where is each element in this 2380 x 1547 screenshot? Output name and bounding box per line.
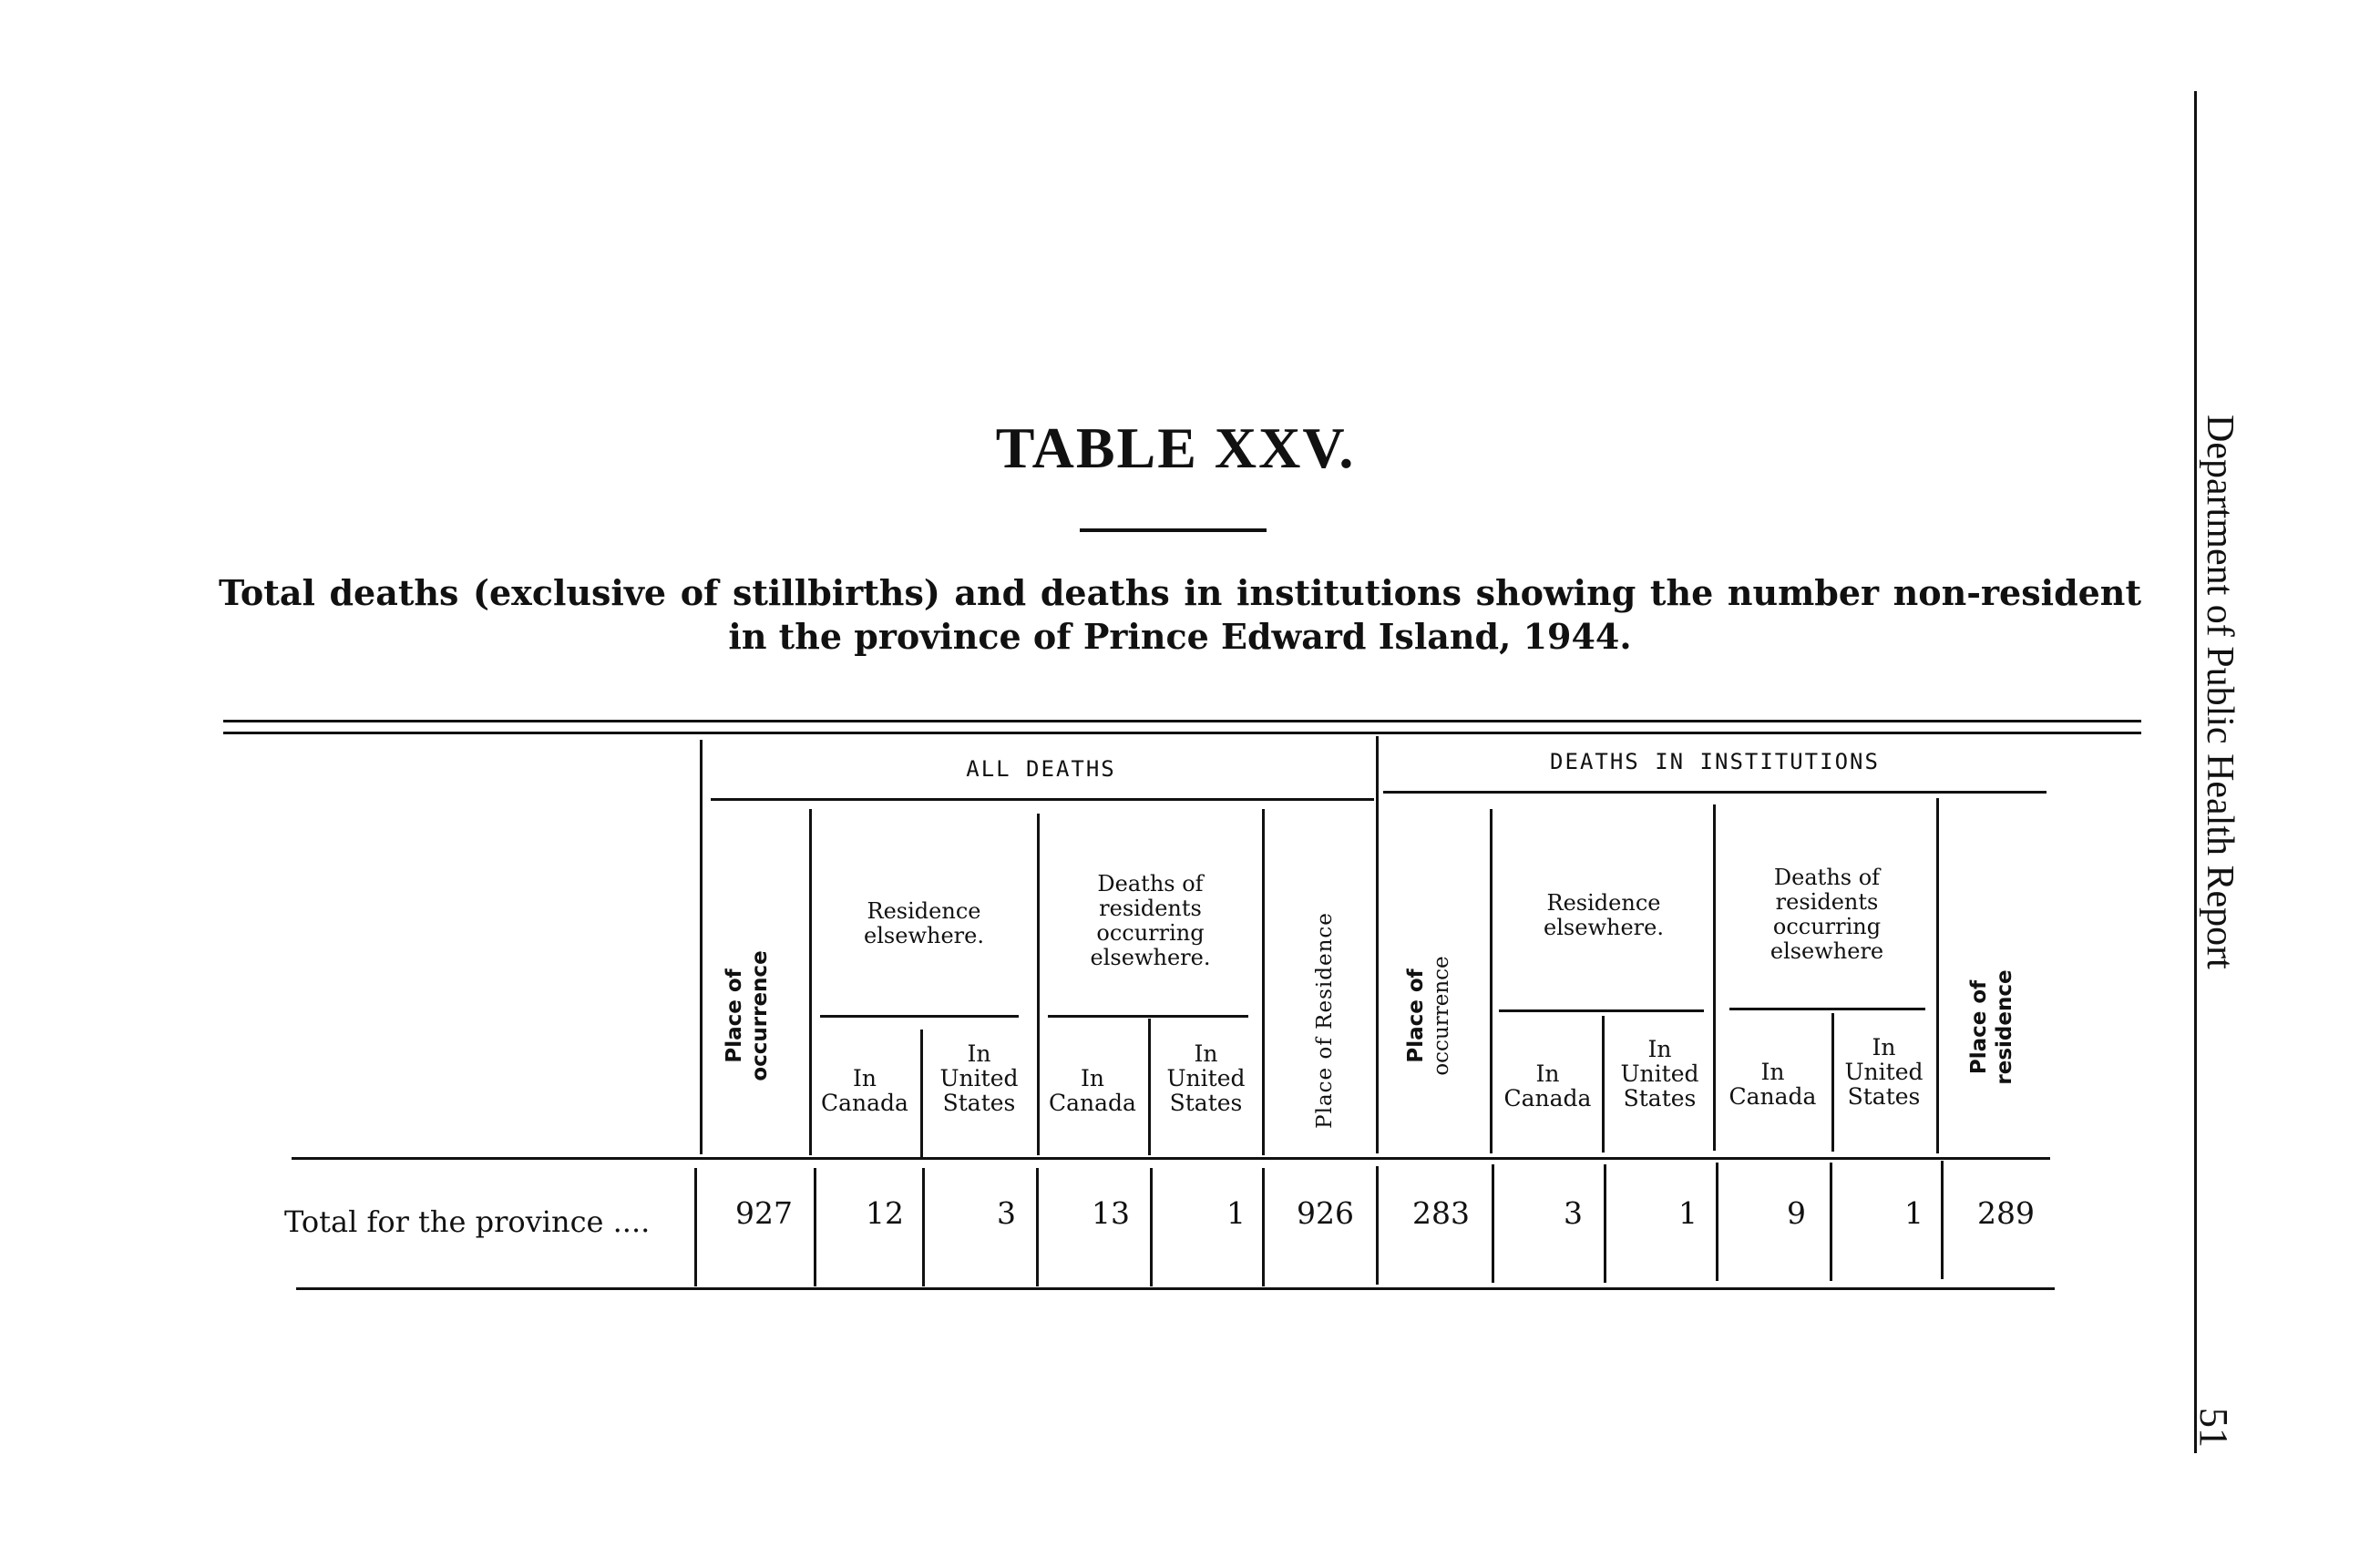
col-rule (1262, 809, 1265, 1155)
table-cell: 1 (1904, 1195, 1923, 1231)
margin-rule (2194, 91, 2197, 1453)
running-header: Department of Public Health Report (2199, 415, 2241, 969)
header-bottom-rule (292, 1157, 2050, 1160)
subgroup-rule-4 (1729, 1008, 1925, 1010)
col-inst-deaths-of-residents-elsewhere: Deaths of residents occurring elsewhere (1770, 865, 1884, 964)
page-number: 51 (2191, 1408, 2236, 1448)
title-underline (1080, 528, 1267, 532)
col-in-united-states: In United States (1166, 1040, 1246, 1116)
col-deaths-of-residents-elsewhere: Deaths of residents occurring elsewhere. (1090, 871, 1211, 970)
col-residence-elsewhere: Residence elsewhere. (864, 898, 984, 948)
table-top-rule (223, 720, 2141, 722)
col-place-of-occurrence: Place of occurrence (723, 950, 772, 1081)
row-rule (694, 1168, 697, 1286)
col-place-of-residence: Place of Residence (1313, 912, 1337, 1129)
table-cell: 289 (1977, 1195, 2035, 1231)
table-cell: 1 (1226, 1195, 1246, 1231)
group-rule-inst (1383, 791, 2047, 794)
table-cell: 9 (1787, 1195, 1806, 1231)
subgroup-rule-2 (1048, 1015, 1248, 1018)
subgroup-rule-1 (820, 1015, 1019, 1018)
col-inst-residence-elsewhere: Residence elsewhere. (1544, 890, 1664, 940)
col-in-united-states: In United States (939, 1040, 1019, 1116)
table-cell: 3 (1564, 1195, 1583, 1231)
table-cell: 1 (1678, 1195, 1698, 1231)
col-inst-place-of-occurrence: Place of occurrence (1404, 956, 1453, 1076)
col-rule (1936, 798, 1939, 1153)
col-inst-place-of-residence: Place of residence (1967, 969, 2016, 1085)
group-header-deaths-in-institutions: DEATHS IN INSTITUTIONS (1550, 749, 1880, 774)
table-title: TABLE XXV. (995, 415, 1356, 480)
col-in-canada: In Canada (1503, 1060, 1592, 1112)
col-in-canada: In Canada (821, 1065, 908, 1116)
group-header-all-deaths: ALL DEATHS (966, 756, 1116, 782)
col-in-canada: In Canada (1729, 1059, 1817, 1110)
table-cell: 283 (1412, 1195, 1470, 1231)
col-rule (700, 740, 703, 1154)
table-top-rule-2 (223, 732, 2141, 734)
row-label-total: Total for the province .... (284, 1204, 651, 1239)
table-cell: 13 (1092, 1195, 1130, 1231)
subgroup-rule-3 (1499, 1009, 1704, 1012)
table-bottom-rule (296, 1287, 2055, 1290)
table-subtitle-line-2: in the province of Prince Edward Island, 1944. (728, 616, 1632, 657)
table-cell: 3 (997, 1195, 1016, 1231)
table-cell: 926 (1297, 1195, 1354, 1231)
table-subtitle-line-1: Total deaths (exclusive of stillbirths) and deaths in institutions showing the number non-resident (219, 572, 2141, 613)
table-cell: 927 (735, 1195, 793, 1231)
col-rule (1376, 736, 1379, 1153)
table-cell: 12 (866, 1195, 904, 1231)
col-in-united-states: In United States (1620, 1036, 1699, 1112)
col-in-united-states: In United States (1844, 1034, 1923, 1110)
group-rule-all (711, 798, 1374, 801)
col-in-canada: In Canada (1049, 1065, 1136, 1116)
